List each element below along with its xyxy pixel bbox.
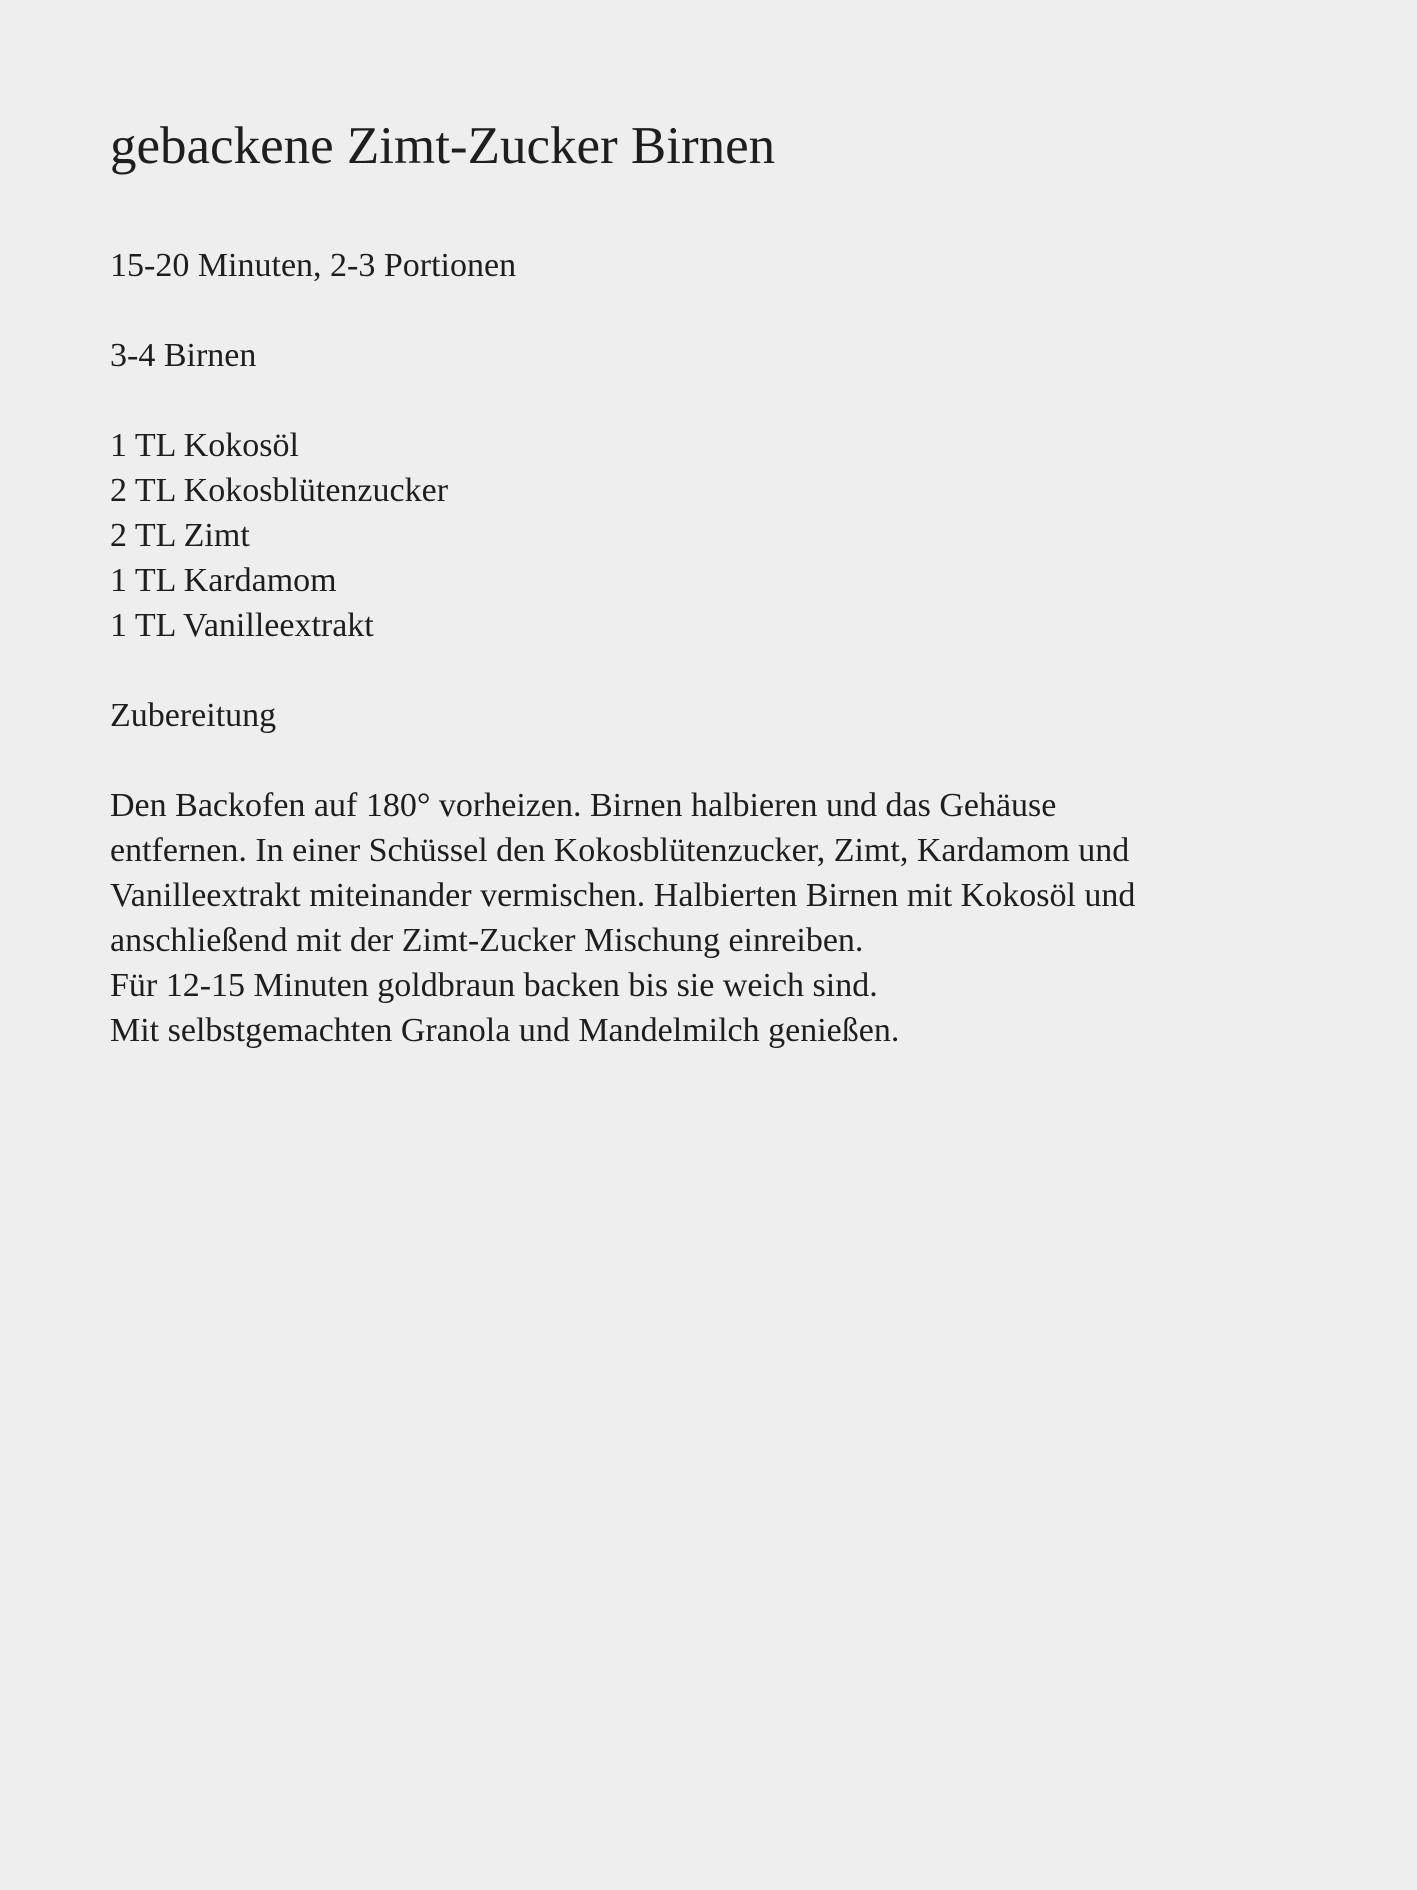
preparation-line: Mit selbstgemachten Granola und Mandelmilch genießen. xyxy=(110,1012,900,1049)
ingredient-item: 2 TL Zimt xyxy=(110,517,250,554)
recipe-title: gebackene Zimt-Zucker Birnen xyxy=(110,117,776,175)
preparation-line: Für 12-15 Minuten goldbraun backen bis sie weich sind. xyxy=(110,967,878,1004)
main-ingredient: 3-4 Birnen xyxy=(110,337,257,374)
ingredient-item: 2 TL Kokosblütenzucker xyxy=(110,472,449,509)
ingredient-item: 1 TL Vanilleextrakt xyxy=(110,607,374,644)
section-heading-preparation: Zubereitung xyxy=(110,697,277,734)
preparation-line: Vanilleextrakt miteinander vermischen. Halbierten Birnen mit Kokosöl und xyxy=(110,877,1136,914)
preparation-line: anschließend mit der Zimt-Zucker Mischung einreiben. xyxy=(110,922,864,959)
preparation-text xyxy=(110,783,1135,1053)
ingredient-item: 1 TL Kardamom xyxy=(110,562,337,599)
ingredient-list xyxy=(110,423,448,648)
ingredient-item: 1 TL Kokosöl xyxy=(110,427,299,464)
preparation-line: entfernen. In einer Schüssel den Kokosblütenzucker, Zimt, Kardamom und xyxy=(110,832,1130,869)
preparation-line: Den Backofen auf 180° vorheizen. Birnen halbieren und das Gehäuse xyxy=(110,787,1057,824)
recipe-time-servings: 15-20 Minuten, 2-3 Portionen xyxy=(110,247,517,284)
